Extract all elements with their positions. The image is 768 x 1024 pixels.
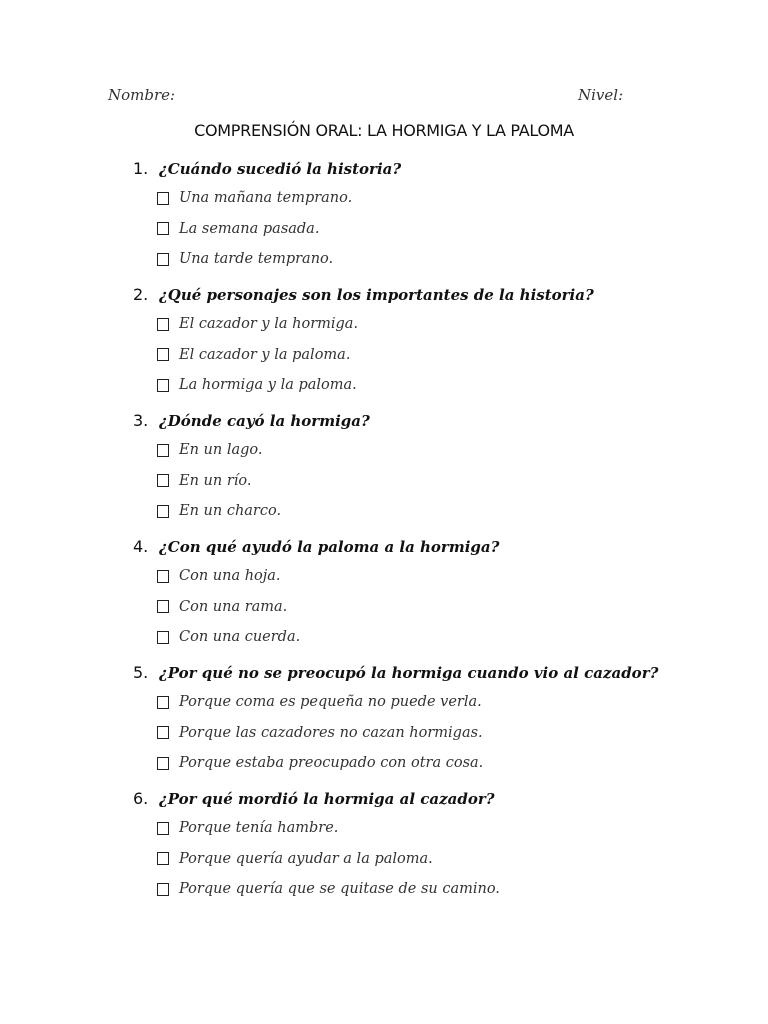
answer-option[interactable] [133, 687, 708, 718]
option-label: La hormiga y la paloma. [179, 377, 357, 394]
question-list [133, 154, 708, 910]
answer-option[interactable] [133, 435, 708, 466]
answer-option[interactable] [133, 309, 708, 340]
answer-option[interactable] [133, 561, 708, 592]
option-label: Porque quería ayudar a la paloma. [179, 850, 433, 867]
checkbox-icon[interactable] [157, 726, 169, 739]
answer-option[interactable] [133, 718, 708, 749]
option-label: Porque quería que se quitase de su camino. [179, 881, 500, 898]
option-label: Porque las cazadores no cazan hormigas. [179, 724, 483, 741]
question-3 [133, 406, 708, 532]
nivel-label: Nivel: [578, 86, 624, 104]
option-label: El cazador y la paloma. [179, 346, 351, 363]
option-label: Porque tenía hambre. [179, 820, 339, 837]
question-1 [133, 154, 708, 280]
option-label: La semana pasada. [179, 220, 320, 237]
checkbox-icon[interactable] [157, 883, 169, 896]
question-4 [133, 532, 708, 658]
option-label: Con una rama. [179, 598, 288, 615]
checkbox-icon[interactable] [157, 253, 169, 266]
question-number: 4. [133, 537, 149, 556]
question-text [133, 532, 708, 561]
answer-option[interactable] [133, 592, 708, 623]
question-number: 1. [133, 159, 149, 178]
question-5 [133, 658, 708, 784]
answer-option[interactable] [133, 813, 708, 844]
question-number: 6. [133, 789, 149, 808]
checkbox-icon[interactable] [157, 852, 169, 865]
question-label: ¿Cuándo sucedió la historia? [159, 159, 402, 178]
checkbox-icon[interactable] [157, 505, 169, 518]
question-2 [133, 280, 708, 406]
question-number: 5. [133, 663, 149, 682]
checkbox-icon[interactable] [157, 318, 169, 331]
answer-option[interactable] [133, 748, 708, 779]
checkbox-icon[interactable] [157, 474, 169, 487]
checkbox-icon[interactable] [157, 822, 169, 835]
question-text [133, 784, 708, 813]
option-label: Porque coma es pequeña no puede verla. [179, 694, 482, 711]
checkbox-icon[interactable] [157, 379, 169, 392]
answer-option[interactable] [133, 244, 708, 275]
option-label: El cazador y la hormiga. [179, 316, 359, 333]
checkbox-icon[interactable] [157, 631, 169, 644]
question-label: ¿Dónde cayó la hormiga? [159, 411, 370, 430]
checkbox-icon[interactable] [157, 600, 169, 613]
option-label: Una tarde temprano. [179, 251, 334, 268]
answer-option[interactable] [133, 874, 708, 905]
nombre-label: Nombre: [108, 86, 176, 104]
checkbox-icon[interactable] [157, 192, 169, 205]
answer-option[interactable] [133, 214, 708, 245]
checkbox-icon[interactable] [157, 222, 169, 235]
question-label: ¿Por qué no se preocupó la hormiga cuando vio al cazador? [159, 663, 659, 682]
answer-option[interactable] [133, 340, 708, 371]
question-text [133, 154, 708, 183]
option-label: Con una hoja. [179, 568, 281, 585]
checkbox-icon[interactable] [157, 757, 169, 770]
question-text [133, 406, 708, 435]
checkbox-icon[interactable] [157, 570, 169, 583]
checkbox-icon[interactable] [157, 444, 169, 457]
question-text [133, 280, 708, 309]
question-text [133, 658, 708, 687]
option-label: En un charco. [179, 503, 282, 520]
question-number: 2. [133, 285, 149, 304]
answer-option[interactable] [133, 370, 708, 401]
checkbox-icon[interactable] [157, 348, 169, 361]
answer-option[interactable] [133, 496, 708, 527]
question-6 [133, 784, 708, 910]
checkbox-icon[interactable] [157, 696, 169, 709]
option-label: En un río. [179, 472, 252, 489]
question-number: 3. [133, 411, 149, 430]
page-title: COMPRENSIÓN ORAL: LA HORMIGA Y LA PALOMA [194, 121, 574, 140]
option-label: Una mañana temprano. [179, 190, 353, 207]
answer-option[interactable] [133, 466, 708, 497]
question-label: ¿Qué personajes son los importantes de la historia? [159, 285, 594, 304]
option-label: Con una cuerda. [179, 629, 301, 646]
option-label: En un lago. [179, 442, 263, 459]
question-label: ¿Con qué ayudó la paloma a la hormiga? [159, 537, 500, 556]
answer-option[interactable] [133, 622, 708, 653]
question-label: ¿Por qué mordió la hormiga al cazador? [159, 789, 495, 808]
answer-option[interactable] [133, 183, 708, 214]
option-label: Porque estaba preocupado con otra cosa. [179, 755, 484, 772]
answer-option[interactable] [133, 844, 708, 875]
